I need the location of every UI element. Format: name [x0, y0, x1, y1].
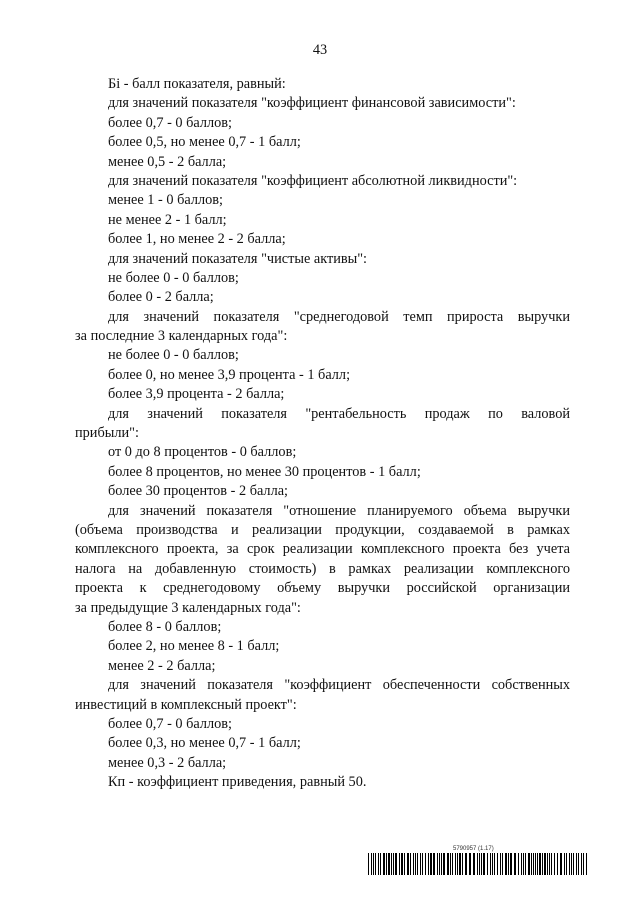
text-line: от 0 до 8 процентов - 0 баллов;	[108, 444, 297, 461]
text-line: (объема производства и реализации продукции, создаваемой в рамках	[75, 521, 570, 538]
document-code: 5790957 (1.17)	[453, 846, 494, 852]
text-line: не более 0 - 0 баллов;	[108, 269, 239, 286]
text-line: более 8 - 0 баллов;	[108, 618, 222, 635]
text-line: более 8 процентов, но менее 30 процентов - 1 балл;	[108, 463, 421, 480]
text-line: более 3,9 процента - 2 балла;	[108, 386, 285, 403]
text-line: менее 0,3 - 2 балла;	[108, 754, 227, 771]
text-line: для значений показателя "коэффициент финансовой зависимости":	[108, 95, 516, 112]
text-line: более 0,7 - 0 баллов;	[108, 715, 233, 732]
text-line: более 1, но менее 2 - 2 балла;	[108, 231, 286, 248]
text-line: налога на добавленную стоимость) в рамках реализации комплексного	[75, 560, 570, 577]
text-line: не более 0 - 0 баллов;	[108, 347, 239, 364]
text-line: более 0, но менее 3,9 процента - 1 балл;	[108, 366, 351, 383]
document-body	[75, 75, 570, 792]
text-line: более 0,7 - 0 баллов;	[108, 114, 233, 131]
text-line: Бi - балл показателя, равный:	[108, 76, 286, 92]
text-line: прибыли":	[75, 425, 139, 442]
text-line: менее 2 - 2 балла;	[108, 657, 216, 674]
text-line: проекта к среднегодовому объему выручки российской организации	[75, 580, 570, 597]
text-line: более 2, но менее 8 - 1 балл;	[108, 638, 280, 655]
text-line: для значений показателя "отношение планируемого объема выручки	[108, 502, 570, 519]
barcode-icon	[368, 853, 587, 875]
text-line: более 30 процентов - 2 балла;	[108, 483, 289, 500]
text-line: комплексного проекта, за срок реализации комплексного проекта без учета	[75, 541, 570, 558]
text-line: для значений показателя "коэффициент обеспеченности собственных	[108, 677, 570, 694]
text-line: более 0 - 2 балла;	[108, 289, 214, 306]
text-line: более 0,3, но менее 0,7 - 1 балл;	[108, 735, 301, 752]
page-number: 43	[312, 42, 328, 58]
text-line: для значений показателя "коэффициент абсолютной ликвидности":	[108, 172, 518, 189]
text-line: для значений показателя "рентабельность продаж по валовой	[108, 405, 570, 422]
text-line: не менее 2 - 1 балл;	[108, 211, 227, 228]
text-line: менее 1 - 0 баллов;	[108, 192, 223, 209]
text-line: Кп - коэффициент приведения, равный 50.	[108, 774, 367, 791]
text-line: инвестиций в комплексный проект":	[75, 696, 297, 713]
text-line: за предыдущие 3 календарных года":	[75, 599, 301, 616]
text-line: за последние 3 календарных года":	[75, 328, 288, 345]
text-line: более 0,5, но менее 0,7 - 1 балл;	[108, 134, 301, 151]
text-line: для значений показателя "среднегодовой темп прироста выручки	[108, 308, 570, 325]
text-line: менее 0,5 - 2 балла;	[108, 153, 227, 170]
text-line: для значений показателя "чистые активы":	[108, 250, 368, 267]
